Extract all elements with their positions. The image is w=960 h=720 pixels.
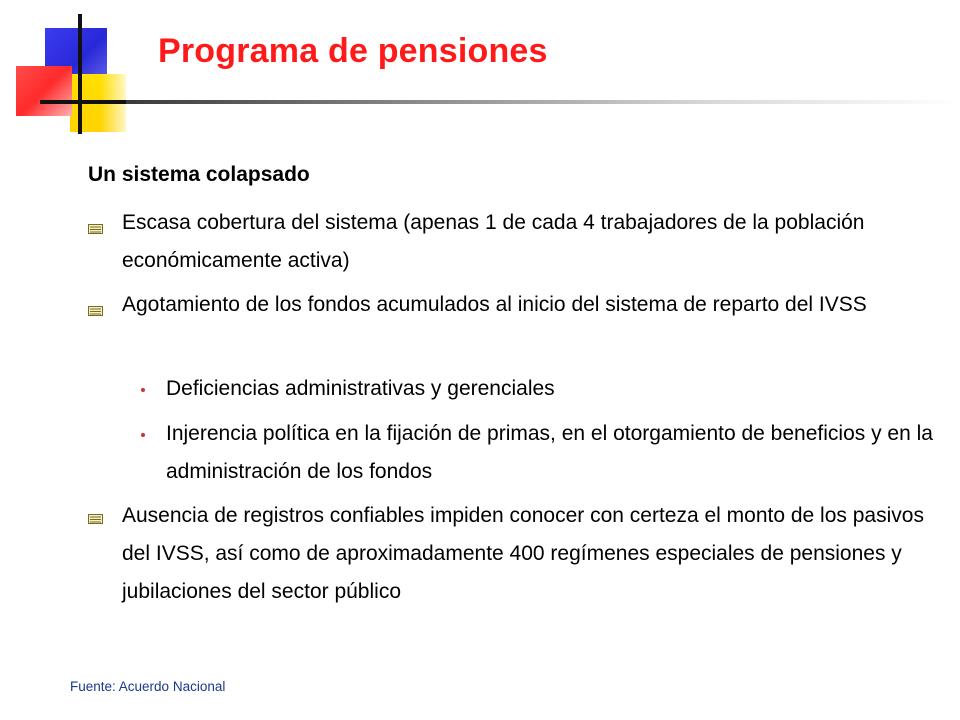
bullet-text: Escasa cobertura del sistema (apenas 1 de cada 4 trabajadores de la población económicamente activa) <box>122 211 865 272</box>
sub-bullet-text: Injerencia política en la fijación de primas, en el otorgamiento de beneficios y en la administración de los fondos <box>166 422 933 483</box>
bullet-text: Agotamiento de los fondos acumulados al inicio del sistema de reparto del IVSS <box>122 293 867 316</box>
sub-bullet-item <box>166 370 936 408</box>
sub-bullet-item <box>166 415 936 491</box>
source-note: Fuente: Acuerdo Nacional <box>70 679 226 694</box>
bullet-item <box>122 286 930 324</box>
bullet-text: Ausencia de registros confiables impiden conocer con certeza el monto de los pasivos del IVSS, así como de aproximadamente 400 regímenes especiales de pensiones y jubilaciones del sector público <box>122 504 924 603</box>
logo-red-square <box>16 66 72 116</box>
slide-logo <box>0 0 140 140</box>
title-underline <box>126 100 960 104</box>
slide-title: Programa de pensiones <box>158 32 548 70</box>
document-bullet-icon <box>88 514 103 524</box>
bullet-item <box>122 497 930 611</box>
bullet-item <box>122 204 930 280</box>
dot-bullet-icon <box>141 433 145 437</box>
document-bullet-icon <box>88 224 103 234</box>
sub-bullet-text: Deficiencias administrativas y gerenciales <box>166 377 555 400</box>
document-bullet-icon <box>88 306 103 316</box>
section-heading: Un sistema colapsado <box>88 163 310 186</box>
logo-vertical-line <box>78 14 82 134</box>
dot-bullet-icon <box>141 388 145 392</box>
